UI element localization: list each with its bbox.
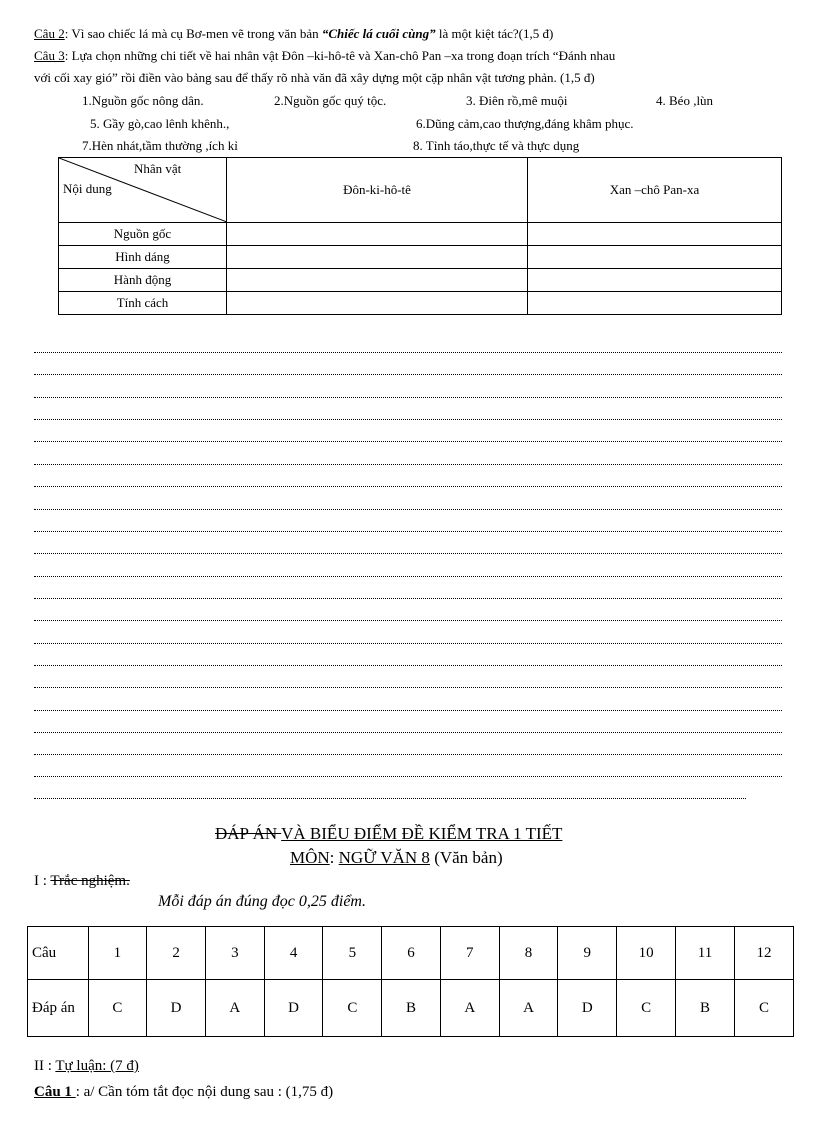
row-label: Hình dáng xyxy=(59,246,227,269)
option-6: 6.Dũng cảm,cao thượng,đáng khâm phục. xyxy=(416,116,634,131)
answer-value: D xyxy=(147,980,206,1037)
question-3-text-a: : Lựa chọn những chi tiết về hai nhân vật Đôn –ki-hô-tê và Xan-chô Pan –xa trong đoạn trích “Đánh nhau xyxy=(64,48,616,63)
option-5: 5. Gầy gò,cao lênh khênh., xyxy=(90,116,230,131)
question-number: 8 xyxy=(499,927,558,980)
question-number: 3 xyxy=(205,927,264,980)
answer-cell[interactable] xyxy=(528,269,782,292)
answer-line xyxy=(34,598,782,599)
answer-line xyxy=(34,798,746,799)
row-label: Hành động xyxy=(59,269,227,292)
answer-cell[interactable] xyxy=(528,292,782,315)
answer-line xyxy=(34,576,782,577)
part-2-label: Tự luận: (7 đ) xyxy=(55,1058,139,1074)
option-2: 2.Nguồn gốc quý tộc. xyxy=(274,93,387,108)
question-2-text: : Vì sao chiếc lá mà cụ Bơ-men vẽ trong văn bản xyxy=(64,26,322,41)
answer-title-strike: ĐÁP ÁN xyxy=(215,824,282,843)
option-7: 7.Hèn nhát,tầm thường ,ích kỉ xyxy=(82,138,238,153)
scoring-note: Mỗi đáp án đúng đọc 0,25 điểm. xyxy=(158,893,366,910)
answer-line xyxy=(34,776,782,777)
part-1-label: Trắc nghiệm. xyxy=(50,873,130,889)
option-3: 3. Điên rồ,mê muội xyxy=(466,93,568,108)
answer-value: C xyxy=(88,980,147,1037)
answer-line xyxy=(34,710,782,711)
part-1-number: I : xyxy=(34,873,51,889)
answer-value: C xyxy=(617,980,676,1037)
answer-value: B xyxy=(382,980,441,1037)
answer-cell[interactable] xyxy=(227,246,528,269)
answer-line xyxy=(34,464,782,465)
essay-question-1 xyxy=(34,1084,333,1101)
answer-line xyxy=(34,665,782,666)
answer-line xyxy=(34,441,782,442)
question-3-line1 xyxy=(34,48,615,64)
question-number: 2 xyxy=(147,927,206,980)
answer-cell[interactable] xyxy=(528,223,782,246)
table-row xyxy=(59,246,782,269)
answer-title xyxy=(215,824,562,844)
answer-cell[interactable] xyxy=(227,269,528,292)
question-2-points: là một kiệt tác?(1,5 đ) xyxy=(435,26,554,41)
answer-line xyxy=(34,374,782,375)
answer-line xyxy=(34,643,782,644)
answer-title-main: VÀ BIỂU ĐIỂM ĐỀ KIỂM TRA 1 TIẾT xyxy=(281,824,563,843)
answer-line xyxy=(34,397,782,398)
answer-header: Đáp án xyxy=(28,980,89,1037)
corner-top-label: Nhân vật xyxy=(134,161,182,176)
question-3-line2: với cối xay gió” rồi điền vào bảng sau để thấy rõ nhà văn đã xây dựng một cặp nhân vật tương phản. (1,5 đ) xyxy=(34,70,595,85)
question-2-label: Câu 2 xyxy=(34,26,65,41)
question-number: 7 xyxy=(440,927,499,980)
table-corner xyxy=(59,158,227,223)
row-label: Nguồn gốc xyxy=(59,223,227,246)
question-header: Câu xyxy=(28,927,89,980)
answer-value: A xyxy=(440,980,499,1037)
answer-value: D xyxy=(558,980,617,1037)
table-row xyxy=(59,292,782,315)
answer-line xyxy=(34,732,782,733)
question-number: 5 xyxy=(323,927,382,980)
question-number: 10 xyxy=(617,927,676,980)
answer-value: A xyxy=(205,980,264,1037)
option-8: 8. Tỉnh táo,thực tế và thực dụng xyxy=(413,138,580,153)
answer-cell[interactable] xyxy=(227,292,528,315)
question-number-row xyxy=(28,927,794,980)
answer-value: C xyxy=(323,980,382,1037)
answer-line xyxy=(34,419,782,420)
answer-value: A xyxy=(499,980,558,1037)
part-2-heading xyxy=(34,1058,139,1075)
subject-line xyxy=(290,848,503,868)
answer-key-table xyxy=(27,926,794,1037)
answer-row xyxy=(28,980,794,1037)
answer-value: D xyxy=(264,980,323,1037)
essay-question-1-text: : a/ Cần tóm tắt đọc nội dung sau : (1,75 đ) xyxy=(75,1084,334,1100)
option-4: 4. Béo ,lùn xyxy=(656,93,714,108)
question-number: 11 xyxy=(676,927,735,980)
question-number: 4 xyxy=(264,927,323,980)
answer-value: B xyxy=(676,980,735,1037)
essay-question-1-label: Câu 1 xyxy=(34,1084,76,1100)
part-2-number: II : xyxy=(34,1058,56,1074)
option-1: 1.Nguồn gốc nông dân. xyxy=(82,93,204,108)
question-number: 12 xyxy=(734,927,793,980)
question-number: 6 xyxy=(382,927,441,980)
part-1-heading xyxy=(34,873,130,890)
question-2 xyxy=(34,26,553,42)
subject-name: NGỮ VĂN 8 xyxy=(338,848,430,867)
table-row xyxy=(59,223,782,246)
answer-value: C xyxy=(734,980,793,1037)
row-label: Tính cách xyxy=(59,292,227,315)
answer-cell[interactable] xyxy=(528,246,782,269)
character-table xyxy=(58,157,782,315)
question-number: 1 xyxy=(88,927,147,980)
answer-line xyxy=(34,553,782,554)
answer-line xyxy=(34,486,782,487)
answer-cell[interactable] xyxy=(227,223,528,246)
answer-line xyxy=(34,531,782,532)
question-number: 9 xyxy=(558,927,617,980)
question-2-title: “Chiếc lá cuối cùng” xyxy=(321,26,436,41)
table-row xyxy=(59,269,782,292)
answer-line xyxy=(34,620,782,621)
answer-line xyxy=(34,754,782,755)
subject-label: MÔN xyxy=(290,848,330,867)
answer-line xyxy=(34,509,782,510)
answer-line xyxy=(34,687,782,688)
subject-note: (Văn bản) xyxy=(429,848,503,867)
question-3-label: Câu 3 xyxy=(34,48,65,63)
answer-line xyxy=(34,352,782,353)
column-header-don-ki-ho-te: Đôn-ki-hô-tê xyxy=(227,158,528,223)
subject-colon: : xyxy=(329,848,339,867)
corner-bottom-label: Nội dung xyxy=(63,181,112,196)
column-header-xan-cho-pan-xa: Xan –chô Pan-xa xyxy=(528,158,782,223)
